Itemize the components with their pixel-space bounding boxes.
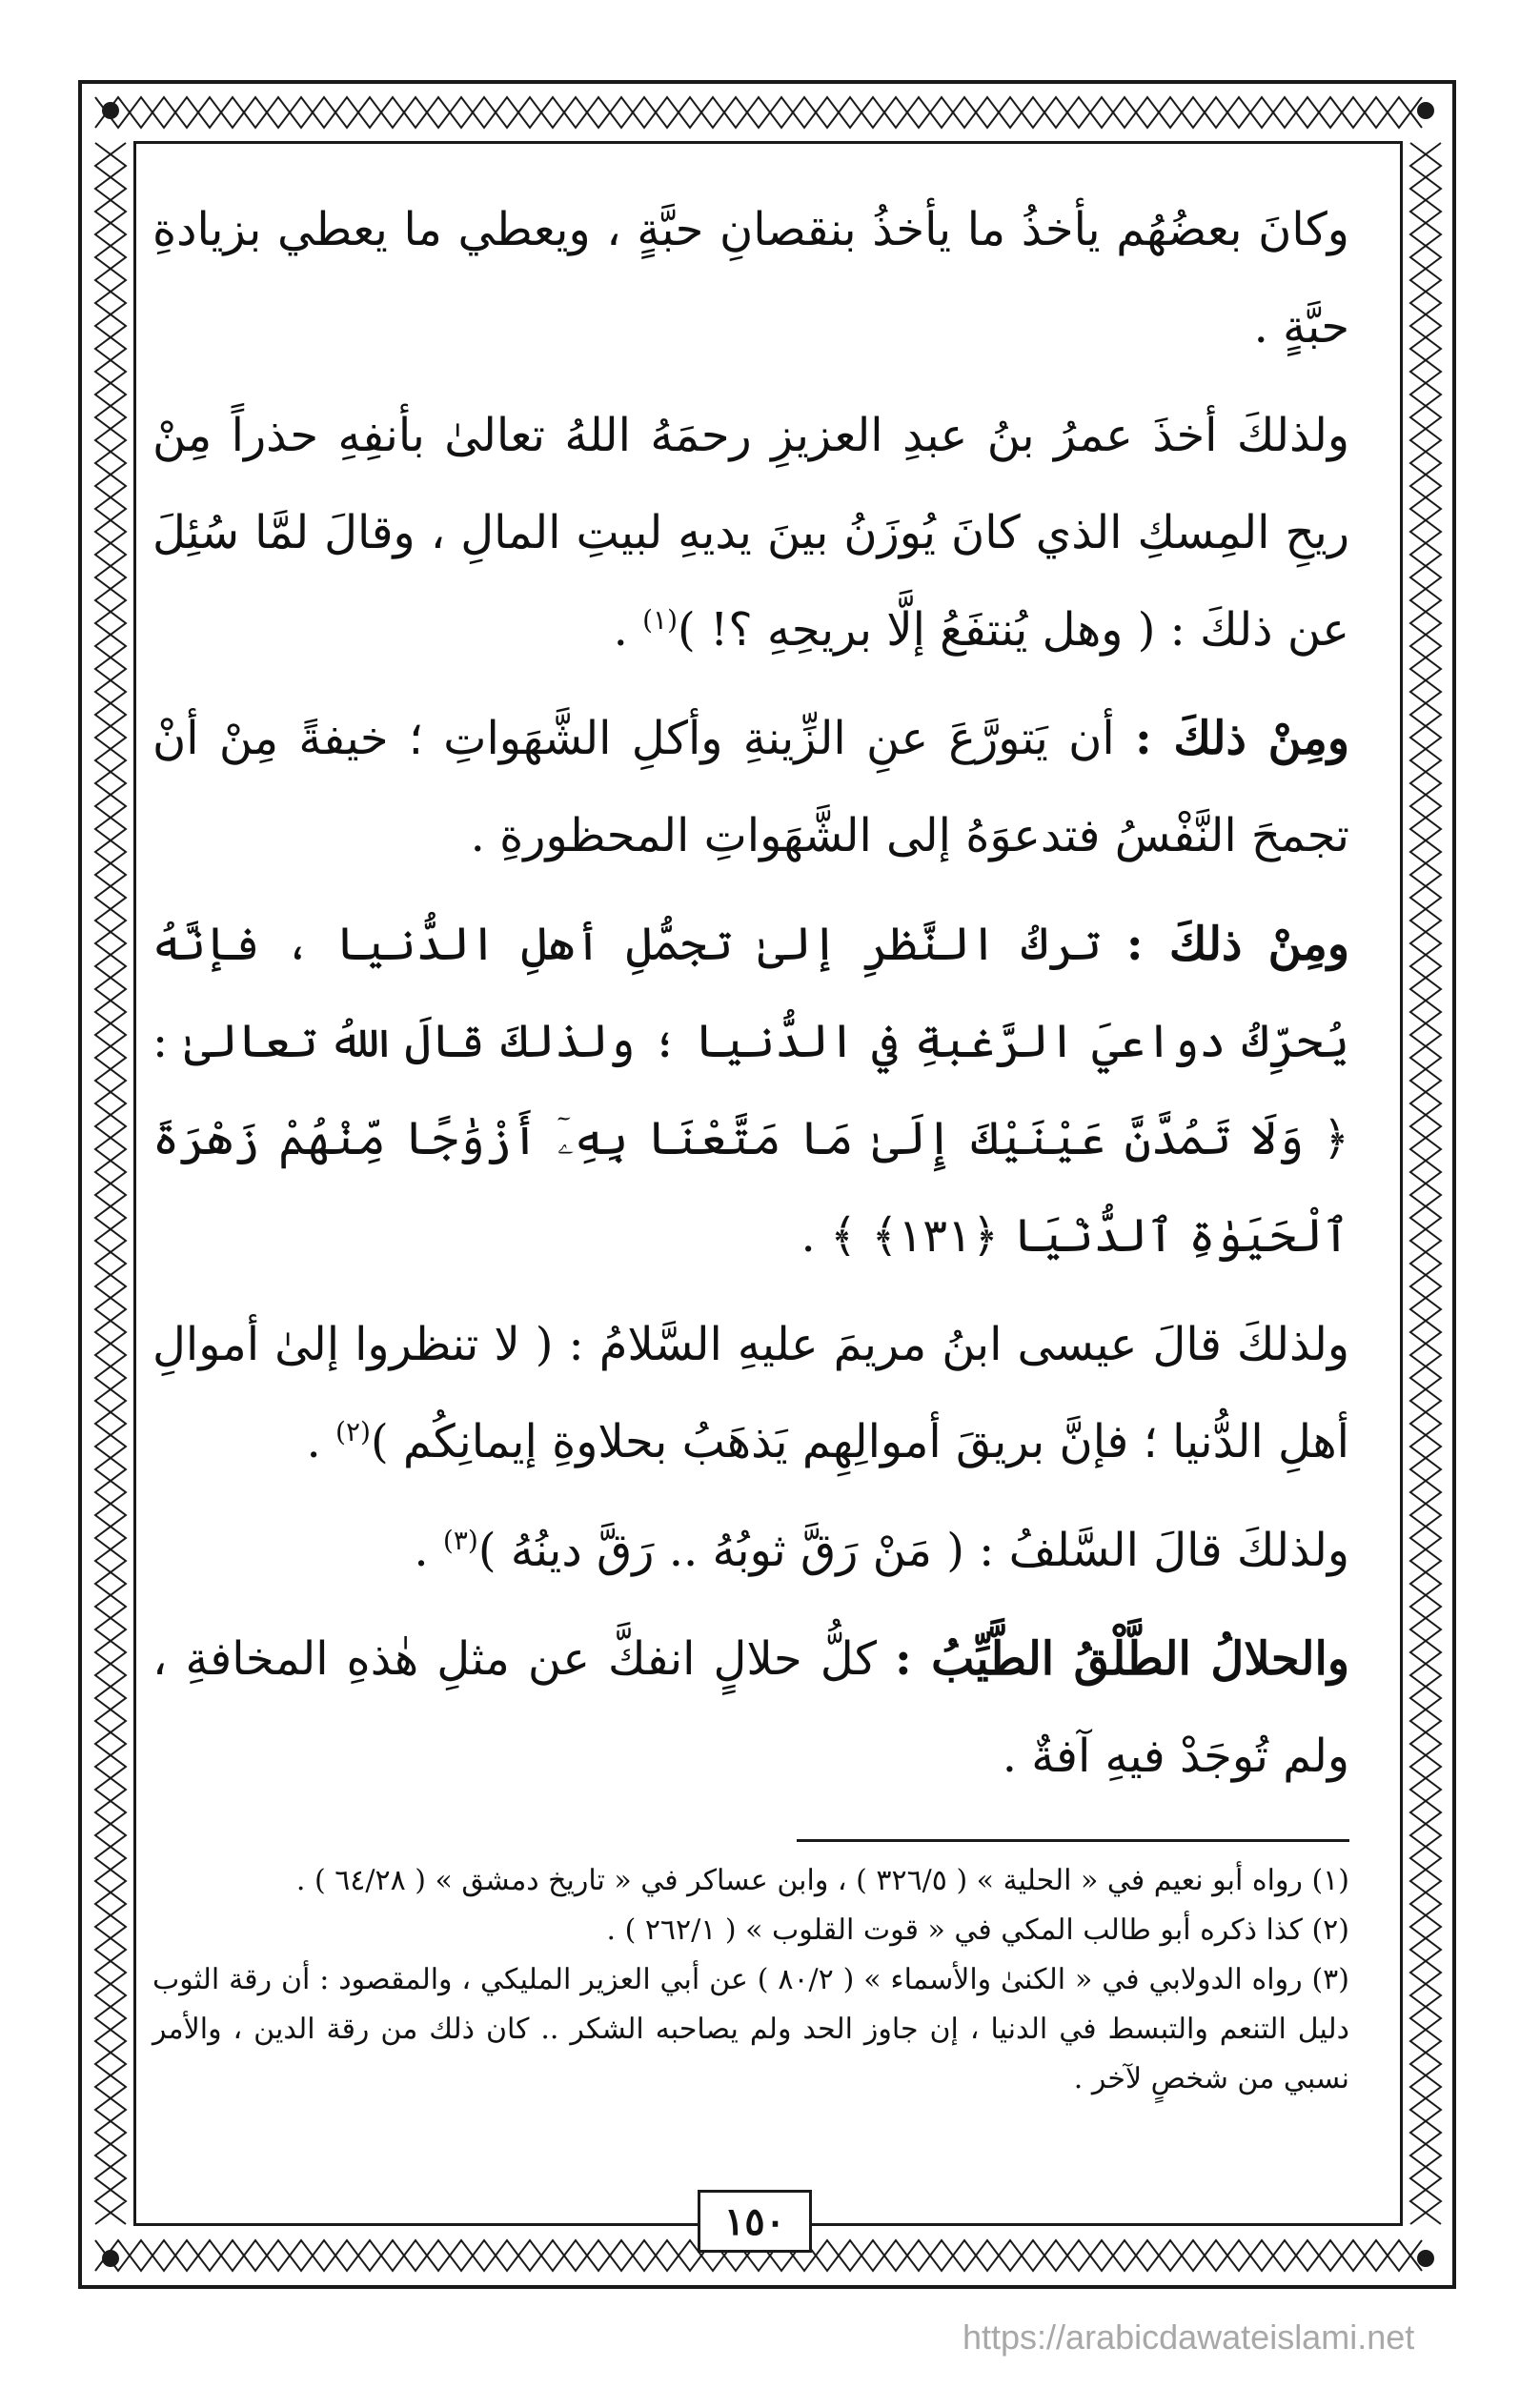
footnote-ref-2: (٢) bbox=[335, 1416, 371, 1447]
footnotes bbox=[152, 1856, 1349, 2104]
watermark-url: https://arabicdawateislami.net bbox=[962, 2317, 1415, 2357]
paragraph-7: والحلالُ الطَّلْقُ الطَّيِّبُ : كلُّ حلالٍ انفكَّ عن مثلِ هٰذهِ المخافةِ ، ولم تُوجَدْ فيهِ آفةٌ . bbox=[152, 1632, 1349, 1783]
paragraph-2: ولذلكَ أخذَ عمرُ بنُ عبدِ العزيزِ رحمَهُ اللهُ تعالىٰ بأنفِهِ حذراً مِنْ ريحِ المِسكِ الذي كانَ يُوزَنُ بينَ يديهِ لبيتِ المالِ ، وقالَ لمَّا سُئِلَ عن ذلكَ : ( وهل يُنتفَعُ إلَّا بريحِهِ ؟! )$^{(١)}$ . bbox=[152, 409, 1349, 657]
footnote-ref-1: (١) bbox=[642, 604, 679, 636]
paragraph-1: وكانَ بعضُهُم يأخذُ ما يأخذُ بنقصانِ حبَّةٍ ، ويعطي ما يعطي بزيادةِ حبَّةٍ . bbox=[152, 203, 1349, 354]
paragraph-5: ولذلكَ قالَ عيسى ابنُ مريمَ عليهِ السَّلامُ : ( لا تنظروا إلىٰ أموالِ أهلِ الدُّنيا ؛ فإنَّ بريقَ أموالِهِم يَذهَبُ بحلاوةِ إيمانِكُم )$^{(٢)}$ . bbox=[152, 1318, 1349, 1468]
footnote-2: (٢) كذا ذكره أبو طالب المكي في « قوت القلوب » ( ٢٦٢/١ ) . bbox=[606, 1913, 1349, 1947]
footnote-divider bbox=[797, 1839, 1349, 1842]
footnote-1: (١) رواه أبو نعيم في « الحلية » ( ٣٢٦/٥ ) ، وابن عساكر في « تاريخ دمشق » ( ٦٤/٢٨ ) . bbox=[295, 1864, 1349, 1897]
footnote-3: (٣) رواه الدولابي في « الكنىٰ والأسماء » ( ٨٠/٢ ) عن أبي العزير المليكي ، والمقصود : أن رقة الثوب دليل التنعم والتبسط في الدنيا ، إن جاوز الحد ولم يصاحبه الشكر .. كان ذلك من رقة الدين ، والأمر نسبي من شخصٍ لآخر . bbox=[152, 1963, 1350, 2095]
page-number-text: ١٥٠ bbox=[723, 2198, 786, 2244]
paragraph-3: ومِنْ ذلكَ : أن يَتورَّعَ عنِ الزِّينةِ وأكلِ الشَّهَواتِ ؛ خيفةً مِنْ أنْ تجمحَ النَّفْسُ فتدعوَهُ إلى الشَّهَواتِ المحظورةِ . bbox=[152, 712, 1349, 862]
main-text bbox=[152, 181, 1349, 1816]
footnote-ref-3: (٣) bbox=[442, 1525, 478, 1556]
page-number bbox=[698, 2190, 812, 2253]
paragraph-6: ولذلكَ قالَ السَّلفُ : ( مَنْ رَقَّ ثوبُهُ .. رَقَّ دينُهُ )$^{(٣)}$ . bbox=[414, 1524, 1349, 1577]
paragraph-4: ومِنْ ذلكَ : تركُ النَّظرِ إلىٰ تجمُّلِ أهلِ الدُّنيا ، فإنَّهُ يُحرِّكُ دواعيَ الرَّغبةِ في الدُّنيا ؛ ولذلكَ قالَ اللهُ تعالىٰ : ﴿ وَلَا تَمُدَّنَّ عَيْنَيْكَ إِلَىٰ مَا مَتَّعْنَا بِهِۦٓ أَزْوَٰجًا مِّنْهُمْ زَهْرَةَ ٱلْحَيَوٰةِ ٱلدُّنْيَا ﴿١٣١﴾ ﴾ . bbox=[152, 918, 1350, 1263]
